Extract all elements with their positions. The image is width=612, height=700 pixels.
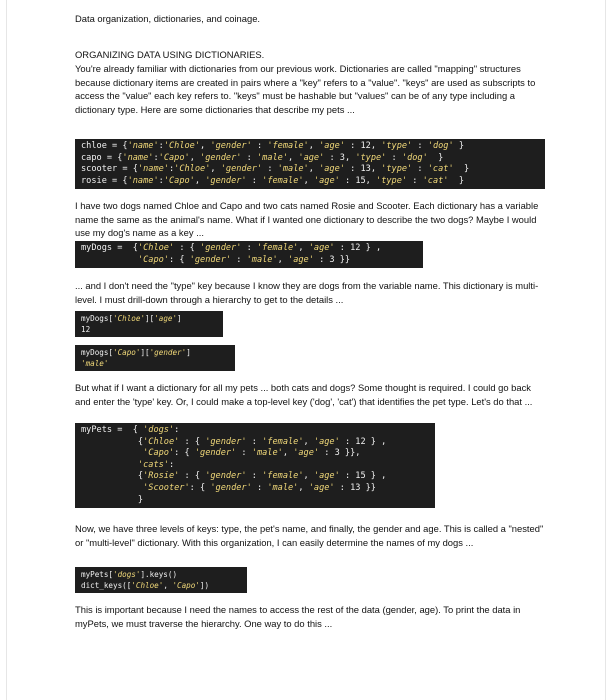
code-line: 'Capo': { 'gender' : 'male', 'age' : 3 }}, (143, 448, 361, 459)
code-line: rosie = {'name':'Capo', 'gender' : 'female', 'age' : 15, 'type' : 'cat' } (81, 175, 464, 186)
code-line: 'Capo': { 'gender' : 'male', 'age' : 3 }} (137, 254, 351, 265)
code-block-mypets (75, 423, 435, 508)
code-line: 'cats': (137, 459, 175, 470)
code-line: myPets['dogs'].keys() (81, 570, 178, 579)
code-line: myDogs = {'Chloe' : { 'gender' : 'female', 'age' : 12 } , (81, 243, 382, 253)
code-block-dog-keys (75, 567, 247, 593)
code-block-mydogs (75, 241, 423, 268)
code-line: chloe = {'name':'Chloe', 'gender' : 'female', 'age' : 12, 'type' : 'dog' } (81, 141, 464, 151)
section-heading: ORGANIZING DATA USING DICTIONARIES. (75, 49, 265, 60)
document-title: Data organization, dictionaries, and coinage. (75, 13, 261, 24)
code-line: dict_keys(['Chloe', 'Capo']) (81, 581, 210, 590)
code-line: {'Rosie' : { 'gender' : 'female', 'age' : 15 } , (81, 471, 387, 482)
code-block-pet-dicts (75, 139, 545, 189)
code-line: capo = {'name':'Capo', 'gender' : 'male', 'age' : 3, 'type' : 'dog' } (81, 152, 444, 163)
code-line: 'male' (81, 359, 109, 368)
code-line: myDogs['Chloe']['age'] (81, 314, 182, 323)
code-line: } (81, 494, 144, 505)
document-page (6, 0, 606, 700)
code-line: 12 (81, 325, 91, 334)
paragraph-two-dogs: I have two dogs named Chloe and Capo and two cats named Rosie and Scooter. Each dictionary has a variable name the same as the animal's name. What if I wanted one dictionary to describe the two dogs? Maybe I would use my dog's name as a key ... (75, 200, 539, 239)
paragraph-intro: You're already familiar with dictionaries from our previous work. Dictionaries are called "mapping" structures because dictionary items are created in pairs where a "key" refers to a "value". "keys" are used as subscripts to access the "value" each key refers to. "keys" must be hashable but "values" can be of any type including a dictionary type. Here are some dictionaries that describe my pets ... (75, 63, 536, 115)
code-line: {'Chloe' : { 'gender' : 'female', 'age' : 12 } , (81, 436, 387, 447)
code-line: scooter = {'name':'Chloe', 'gender' : 'male', 'age' : 13, 'type' : 'cat' } (81, 164, 470, 175)
code-block-capo-gender (75, 345, 235, 371)
code-line: 'Scooter': { 'gender' : 'male', 'age' : 13 }} (143, 482, 376, 493)
paragraph-all-pets: But what if I want a dictionary for all my pets ... both cats and dogs? Some thought is required. I could go back and enter the 'type' key. Or, I could make a top-level key ('dog', 'cat') that identifies the pet type. Let's do that ... (75, 382, 533, 407)
paragraph-nested: Now, we have three levels of keys: type, the pet's name, and finally, the gender and age. This is called a "nested" or "multi-level" dictionary. With this organization, I can easily determine the names of my dogs ... (75, 523, 544, 548)
code-line: myDogs['Capo']['gender'] (81, 348, 191, 357)
code-block-chloe-age (75, 311, 223, 337)
code-line: myPets = { 'dogs': (81, 425, 180, 435)
paragraph-traverse: This is important because I need the names to access the rest of the data (gender, age). To print the data in myPets, we must traverse the hierarchy. One way to do this ... (75, 604, 521, 629)
paragraph-multilevel: ... and I don't need the "type" key because I know they are dogs from the variable name. This dictionary is multi-level. I must drill-down through a hierarchy to get to the details ... (75, 280, 539, 305)
